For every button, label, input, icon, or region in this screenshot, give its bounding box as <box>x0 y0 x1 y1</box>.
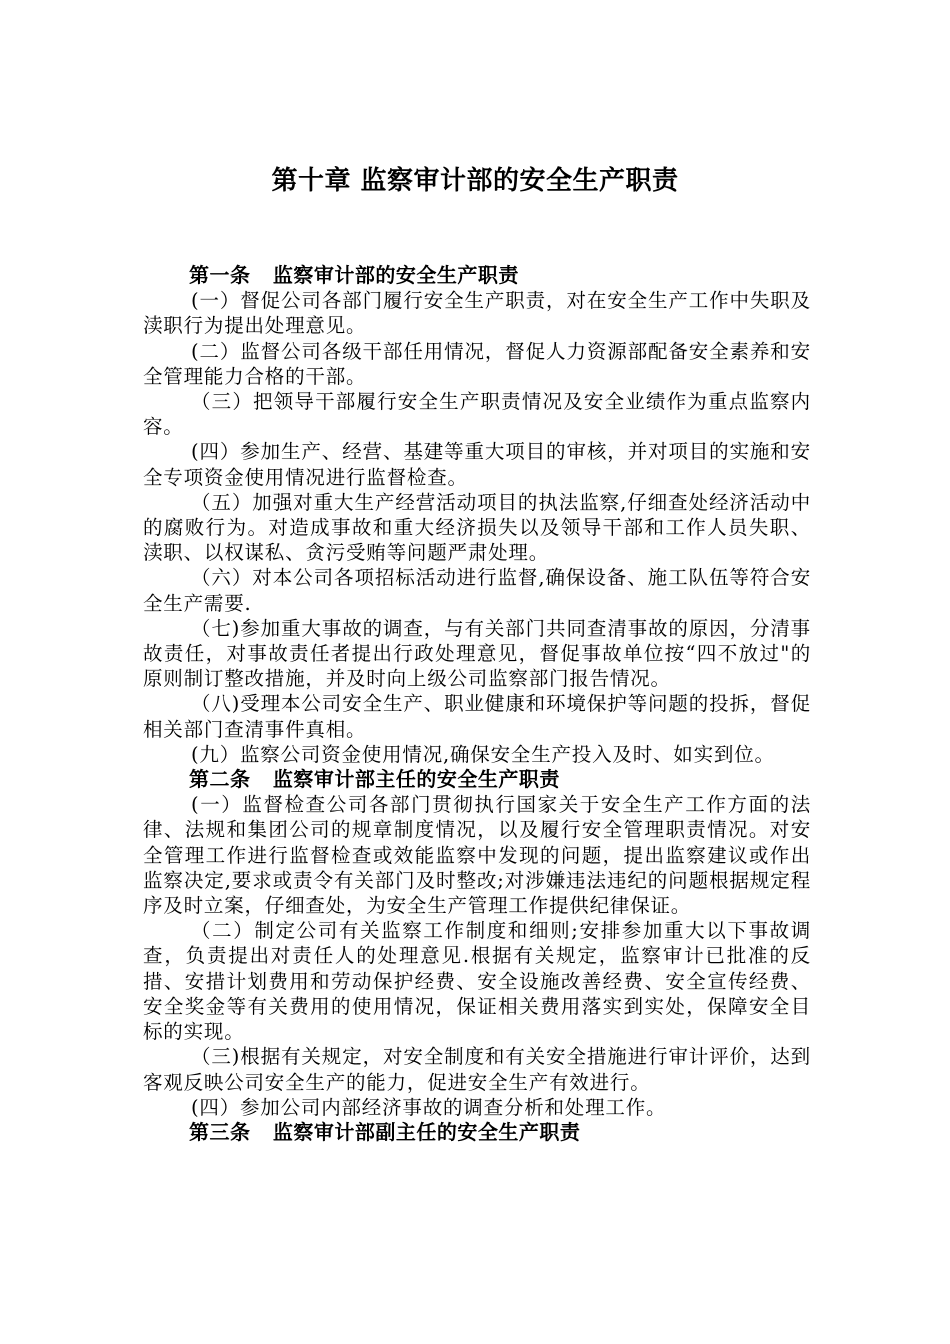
article-1-item-3: （三）把领导干部履行安全生产职责情况及安全业绩作为重点监察内容。 <box>143 390 811 439</box>
article-1-item-5: （五）加强对重大生产经营活动项目的执法监察,仔细查处经济活动中的腐败行为。对造成事故和重大经济损失以及领导干部和工作人员失职、渎职、以权谋私、贪污受贿等问题严肃处理。 <box>143 490 811 565</box>
article-1-item-9: (九）监察公司资金使用情况,确保安全生产投入及时、如实到位。 <box>191 742 775 766</box>
article-1-item-4: (四）参加生产、经营、基建等重大项目的审核，并对项目的实施和安全专项资金使用情况进行监督检查。 <box>143 440 811 489</box>
chapter-title: 第十章 监察审计部的安全生产职责 <box>271 166 679 196</box>
document-body <box>143 263 811 1145</box>
article-1-item-1: (一）督促公司各部门履行安全生产职责，对在安全生产工作中失职及渎职行为提出处理意见。 <box>143 289 811 338</box>
article-1-item-7: （七)参加重大事故的调查，与有关部门共同查清事故的原因，分清事故责任，对事故责任者提出行政处理意见，督促事故单位按“四不放过"的原则制订整改措施，并及时向上级公司监察部门报告情况。 <box>143 616 811 691</box>
article-2-item-4: (四）参加公司内部经济事故的调查分析和处理工作。 <box>191 1095 667 1119</box>
article-2-item-2: （二）制定公司有关监察工作制度和细则;安排参加重大以下事故调查，负责提出对责任人的处理意见.根据有关规定，监察审计已批准的反措、安措计划费用和劳动保护经费、安全设施改善经费、安全宣传经费、安全奖金等有关费用的使用情况，保证相关费用落实到实处，保障安全目标的实现。 <box>143 919 811 1044</box>
article-1-item-6: （六）对本公司各项招标活动进行监督,确保设备、施工队伍等符合安全生产需要. <box>143 566 811 615</box>
article-1-item-2: (二）监督公司各级干部任用情况，督促人力资源部配备安全素养和安全管理能力合格的干部。 <box>143 339 811 388</box>
article-2-item-1: (一）监督检查公司各部门贯彻执行国家关于安全生产工作方面的法律、法规和集团公司的规章制度情况，以及履行安全管理职责情况。对安全管理工作进行监督检查或效能监察中发现的问题，提出监察建议或作出监察决定,要求或责令有关部门及时整改;对涉嫌违法违纪的问题根据规定程序及时立案，仔细查处，为安全生产管理工作提供纪律保证。 <box>143 793 811 918</box>
article-heading-3: 第三条 监察审计部副主任的安全生产职责 <box>189 1119 581 1144</box>
article-heading-1: 第一条 监察审计部的安全生产职责 <box>189 263 519 287</box>
article-1-item-8: （八)受理本公司安全生产、职业健康和环境保护等问题的投拆，督促相关部门查清事件真相。 <box>143 692 811 741</box>
article-heading-2: 第二条 监察审计部主任的安全生产职责 <box>189 767 560 792</box>
article-2-item-3: （三)根据有关规定，对安全制度和有关安全措施进行审计评价，达到客观反映公司安全生产的能力，促进安全生产有效进行。 <box>143 1045 811 1094</box>
